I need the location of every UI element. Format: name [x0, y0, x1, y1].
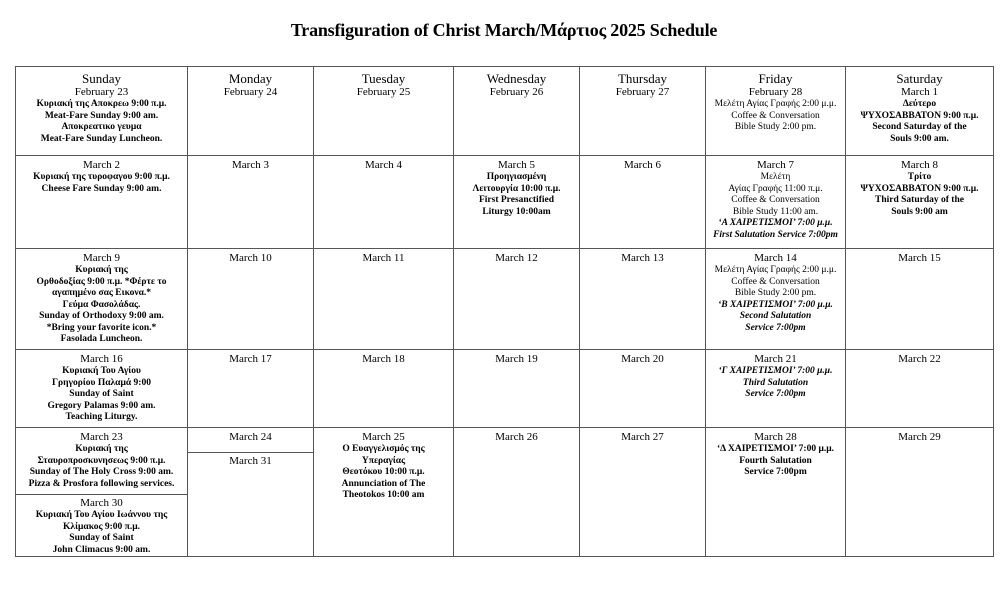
event-line: Annunciation of The: [341, 478, 426, 489]
day-cell: [846, 428, 994, 557]
event-line: Λειτουργία 10:00 π.μ.: [472, 183, 561, 194]
day-cell: [706, 428, 846, 557]
event-line: Souls 9:00 am: [891, 206, 948, 217]
day-cell: [16, 67, 188, 156]
day-cell: [16, 156, 188, 249]
day-cell: [454, 156, 580, 249]
day-cell: [454, 350, 580, 428]
event-line: Ο Ευαγγελισμός της: [342, 444, 425, 454]
day-cell: [706, 249, 846, 350]
date-label: February 25: [356, 86, 411, 98]
day-cell: [580, 156, 706, 249]
day-cell: [188, 249, 314, 350]
event-line: Μελέτη Αγίας Γραφής 2:00 μ.μ.: [714, 99, 837, 109]
calendar-week: [16, 428, 994, 557]
calendar-week: [16, 249, 994, 350]
weekday-label: Tuesday: [361, 71, 406, 86]
day-cell: [580, 428, 706, 557]
event-line: ΨΥΧΟΣΑΒΒΑΤΟΝ 9:00 π.μ.: [860, 183, 979, 194]
event-line: Service 7:00pm: [744, 467, 807, 477]
date-label: March 24: [229, 431, 272, 443]
day-cell: [580, 350, 706, 428]
date-label: March 28: [754, 431, 797, 443]
day-cell: [314, 249, 454, 350]
event-line: John Climacus 9:00 am.: [52, 544, 151, 555]
date-label: March 29: [898, 431, 941, 443]
day-cell: [188, 156, 314, 249]
date-label: March 22: [898, 353, 941, 365]
date-label: March 6: [624, 159, 661, 171]
day-cell: [454, 428, 580, 557]
day-cell: [706, 156, 846, 249]
event-line: Cheese Fare Sunday 9:00 am.: [41, 183, 162, 194]
day-cell: [188, 67, 314, 156]
date-label: March 30: [80, 497, 123, 509]
event-line: First Salutation Service 7:00pm: [713, 229, 838, 240]
day-cell: [580, 249, 706, 350]
event-line: Liturgy 10:00am: [482, 206, 551, 217]
event-line: Bible Study 2:00 pm.: [734, 122, 817, 132]
date-label: March 31: [229, 455, 272, 467]
event-line: Coffee & Conversation: [731, 195, 820, 205]
date-label: March 27: [621, 431, 664, 443]
date-label: March 25: [362, 431, 405, 443]
date-label: February 28: [748, 86, 803, 98]
date-label: March 14: [754, 252, 797, 264]
event-line: Κυριακή Του Αγίου Ιωάννου της: [35, 510, 168, 520]
date-label: March 21: [754, 353, 797, 365]
event-line: Μελέτη: [760, 172, 791, 182]
event-line: ΨΥΧΟΣΑΒΒΑΤΟΝ 9:00 π.μ.: [860, 110, 979, 121]
day-cell: [188, 350, 314, 428]
event-line: Τρίτο: [907, 172, 932, 182]
date-label: March 13: [621, 252, 664, 264]
day-cell: [314, 67, 454, 156]
event-line: Bible Study 2:00 pm.: [734, 288, 817, 298]
event-line: Κυριακή της: [75, 444, 128, 454]
event-line: Αποκρεατικο γευμα: [61, 122, 142, 132]
event-line: Service 7:00pm: [745, 322, 806, 333]
event-line: ‘Β ΧΑΙΡΕΤΙΣΜΟΙ’ 7:00 μ.μ.: [718, 299, 833, 310]
date-label: March 19: [495, 353, 538, 365]
date-label: March 8: [901, 159, 938, 171]
date-label: March 18: [362, 353, 405, 365]
event-line: Κυριακή Του Αγίου: [62, 366, 141, 376]
date-label: March 3: [232, 159, 269, 171]
event-line: Teaching Liturgy.: [65, 412, 138, 422]
date-label: March 11: [362, 252, 405, 264]
day-cell: [16, 350, 188, 428]
event-line: Second Salutation: [739, 311, 812, 321]
day-cell: [846, 249, 994, 350]
date-label: March 23: [80, 431, 123, 443]
event-line: Souls 9:00 am.: [890, 133, 949, 144]
day-cell: [706, 67, 846, 156]
event-line: ‘Γ ΧΑΙΡΕΤΙΣΜΟΙ’ 7:00 μ.μ.: [718, 366, 833, 376]
date-label: March 20: [621, 353, 664, 365]
weekday-label: Sunday: [82, 71, 121, 86]
date-label: March 16: [80, 353, 123, 365]
date-label: March 26: [495, 431, 538, 443]
event-line: First Presanctified: [478, 195, 554, 205]
date-label: March 12: [495, 252, 538, 264]
weekday-label: Thursday: [617, 71, 668, 86]
event-line: αγαπημένο σας Εικονα.*: [51, 288, 152, 298]
event-line: Meat-Fare Sunday 9:00 am.: [44, 110, 159, 121]
date-label: March 9: [83, 252, 120, 264]
event-line: Service 7:00pm: [745, 389, 806, 399]
event-line: Σταυροπροσκυνησεως 9:00 π.μ.: [37, 455, 166, 466]
event-line: Fourth Salutation: [739, 455, 812, 466]
day-cell: [314, 428, 454, 557]
date-label: March 17: [229, 353, 272, 365]
day-cell: [706, 350, 846, 428]
event-line: Κυριακή της τυροφαγου 9:00 π.μ.: [33, 172, 170, 182]
calendar-week: [16, 350, 994, 428]
event-line: Κυριακή της Αποκρεω 9:00 π.μ.: [36, 99, 167, 109]
event-line: Third Salutation: [742, 377, 809, 388]
day-cell: [16, 249, 188, 350]
event-line: Meat-Fare Sunday Luncheon.: [40, 133, 163, 144]
event-line: Δεύτερο: [902, 99, 937, 109]
date-label: March 1: [901, 86, 938, 98]
event-line: Sunday of Saint: [69, 389, 134, 399]
date-label: March 15: [898, 252, 941, 264]
day-cell: [846, 156, 994, 249]
date-label: March 2: [83, 159, 120, 171]
page-title: Transfiguration of Christ March/Μάρτιος 2025 Schedule: [290, 20, 718, 40]
calendar-week: [16, 156, 994, 249]
day-cell-split: [188, 452, 313, 468]
day-cell: [454, 67, 580, 156]
event-line: ‘Α ΧΑΙΡΕΤΙΣΜΟΙ’ 7:00 μ.μ.: [718, 218, 833, 228]
event-line: Προηγιασμένη: [486, 172, 547, 182]
event-line: Theotokos 10:00 am: [342, 490, 425, 500]
date-label: March 5: [498, 159, 535, 171]
event-line: Sunday of The Holy Cross 9:00 am.: [29, 467, 174, 477]
event-line: Gregory Palamas 9:00 am.: [47, 400, 156, 411]
date-label: February 23: [74, 86, 129, 98]
weekday-label: Friday: [758, 71, 793, 86]
event-line: Ορθοδοξίας 9:00 π.μ. *Φέρτε το: [36, 276, 167, 287]
event-line: Coffee & Conversation: [731, 110, 820, 121]
weekday-label: Wednesday: [486, 71, 547, 86]
event-line: Bible Study 11:00 am.: [732, 206, 819, 217]
day-cell: [454, 249, 580, 350]
day-cell: [846, 67, 994, 156]
date-label: February 26: [489, 86, 544, 98]
day-cell: [188, 428, 314, 557]
event-line: Pizza & Prosfora following services.: [28, 478, 175, 489]
date-label: March 7: [757, 159, 794, 171]
event-line: Αγίας Γραφής 11:00 π.μ.: [728, 183, 823, 194]
event-line: Κλίμακος 9:00 π.μ.: [63, 521, 140, 532]
date-label: February 27: [615, 86, 670, 98]
day-cell: [314, 350, 454, 428]
date-label: March 10: [229, 252, 272, 264]
event-line: Υπεραγίας: [361, 455, 406, 466]
event-line: Sunday of Saint: [69, 533, 134, 543]
day-cell: [314, 156, 454, 249]
event-line: Sunday of Orthodoxy 9:00 am.: [39, 311, 164, 321]
event-line: Third Saturday of the: [875, 195, 964, 205]
date-label: March 4: [365, 159, 402, 171]
event-line: Γεύμα Φασολάδας.: [62, 299, 141, 310]
weekday-label: Monday: [228, 71, 273, 86]
calendar-table: [15, 66, 994, 557]
event-line: Second Saturday of the: [872, 122, 967, 132]
date-label: February 24: [223, 86, 278, 98]
day-cell: [846, 350, 994, 428]
calendar-week: [16, 67, 994, 156]
event-line: Fasolada Luncheon.: [60, 334, 143, 344]
day-cell-split: [16, 494, 187, 556]
event-line: Coffee & Conversation: [731, 276, 820, 287]
event-line: Γρηγορίου Παλαμά 9:00: [52, 377, 151, 388]
event-line: Κυριακή της: [75, 265, 128, 275]
event-line: Μελέτη Αγίας Γραφής 2:00 μ.μ.: [714, 265, 837, 275]
event-line: Θεοτόκου 10:00 π.μ.: [342, 467, 425, 477]
day-cell: [580, 67, 706, 156]
event-line: ‘Δ ΧΑΙΡΕΤΙΣΜΟΙ’ 7:00 μ.μ.: [717, 444, 834, 454]
event-line: *Bring your favorite icon.*: [46, 322, 157, 333]
day-cell: [16, 428, 188, 557]
weekday-label: Saturday: [896, 71, 943, 86]
